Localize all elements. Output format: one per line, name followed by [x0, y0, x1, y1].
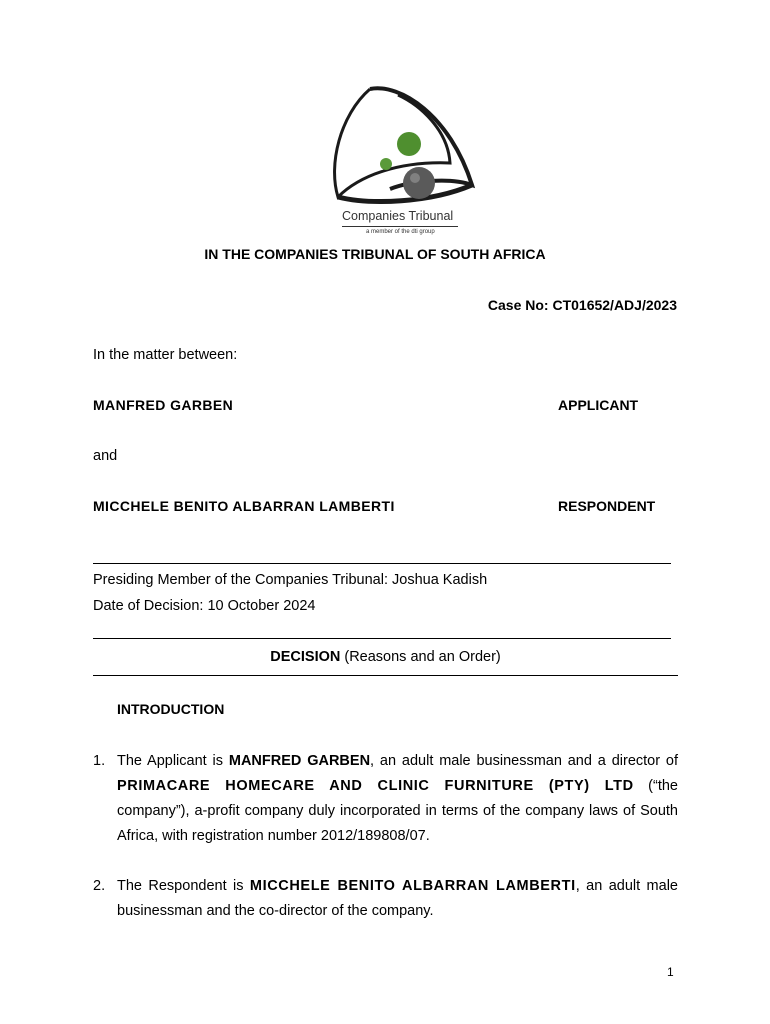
- paragraph-number: 2.: [93, 878, 106, 894]
- decision-title: DECISION: [270, 649, 341, 665]
- respondent-role: RESPONDENT: [558, 498, 656, 514]
- section-heading: INTRODUCTION: [117, 701, 225, 717]
- paragraph-2: [93, 874, 678, 924]
- presiding-member: Presiding Member of the Companies Tribunal: Joshua Kadish: [93, 572, 488, 588]
- respondent-name-inline: MICCHELE BENITO ALBARRAN LAMBERTI: [249, 878, 576, 894]
- respondent-name: MICCHELE BENITO ALBARRAN LAMBERTI: [93, 498, 395, 514]
- paragraph-text: [117, 749, 678, 849]
- text-run: The Applicant is: [117, 753, 229, 769]
- text-run: , an adult male businessman and the co-director of the company.: [117, 878, 678, 919]
- matter-intro: In the matter between:: [93, 347, 238, 363]
- divider-middle: [93, 638, 671, 639]
- logo-wordmark: Companies Tribunal: [342, 209, 454, 223]
- divider-bottom: [93, 675, 678, 676]
- conjunction: and: [93, 448, 118, 464]
- court-title: IN THE COMPANIES TRIBUNAL OF SOUTH AFRICA: [204, 246, 546, 262]
- text-run: , an adult male businessman and a director of: [370, 753, 678, 769]
- divider-top: [93, 563, 671, 564]
- page-number: 1: [667, 965, 674, 979]
- text-run: The Respondent is: [117, 878, 250, 894]
- logo-tagline: a member of the dti group: [366, 229, 435, 235]
- applicant-role: APPLICANT: [558, 397, 639, 413]
- logo-underline: [342, 226, 458, 227]
- decision-date: Date of Decision: 10 October 2024: [93, 598, 316, 614]
- text-run: (“the company”), a-profit company duly incorporated in terms of the company laws of South Africa, with registration number 2012/189808/07.: [117, 778, 678, 844]
- applicant-name-inline: MANFRED GARBEN: [228, 753, 371, 769]
- decision-subtitle: (Reasons and an Order): [340, 649, 501, 665]
- paragraph-text: [117, 874, 678, 924]
- paragraph-number: 1.: [93, 753, 106, 769]
- case-number: Case No: CT01652/ADJ/2023: [487, 297, 677, 313]
- applicant-name: MANFRED GARBEN: [93, 397, 234, 413]
- decision-heading: [93, 649, 678, 665]
- company-name-inline: PRIMACARE HOMECARE AND CLINIC FURNITURE (PTY) LTD: [117, 778, 634, 794]
- paragraph-1: [93, 749, 678, 849]
- companies-tribunal-logo: [330, 85, 476, 245]
